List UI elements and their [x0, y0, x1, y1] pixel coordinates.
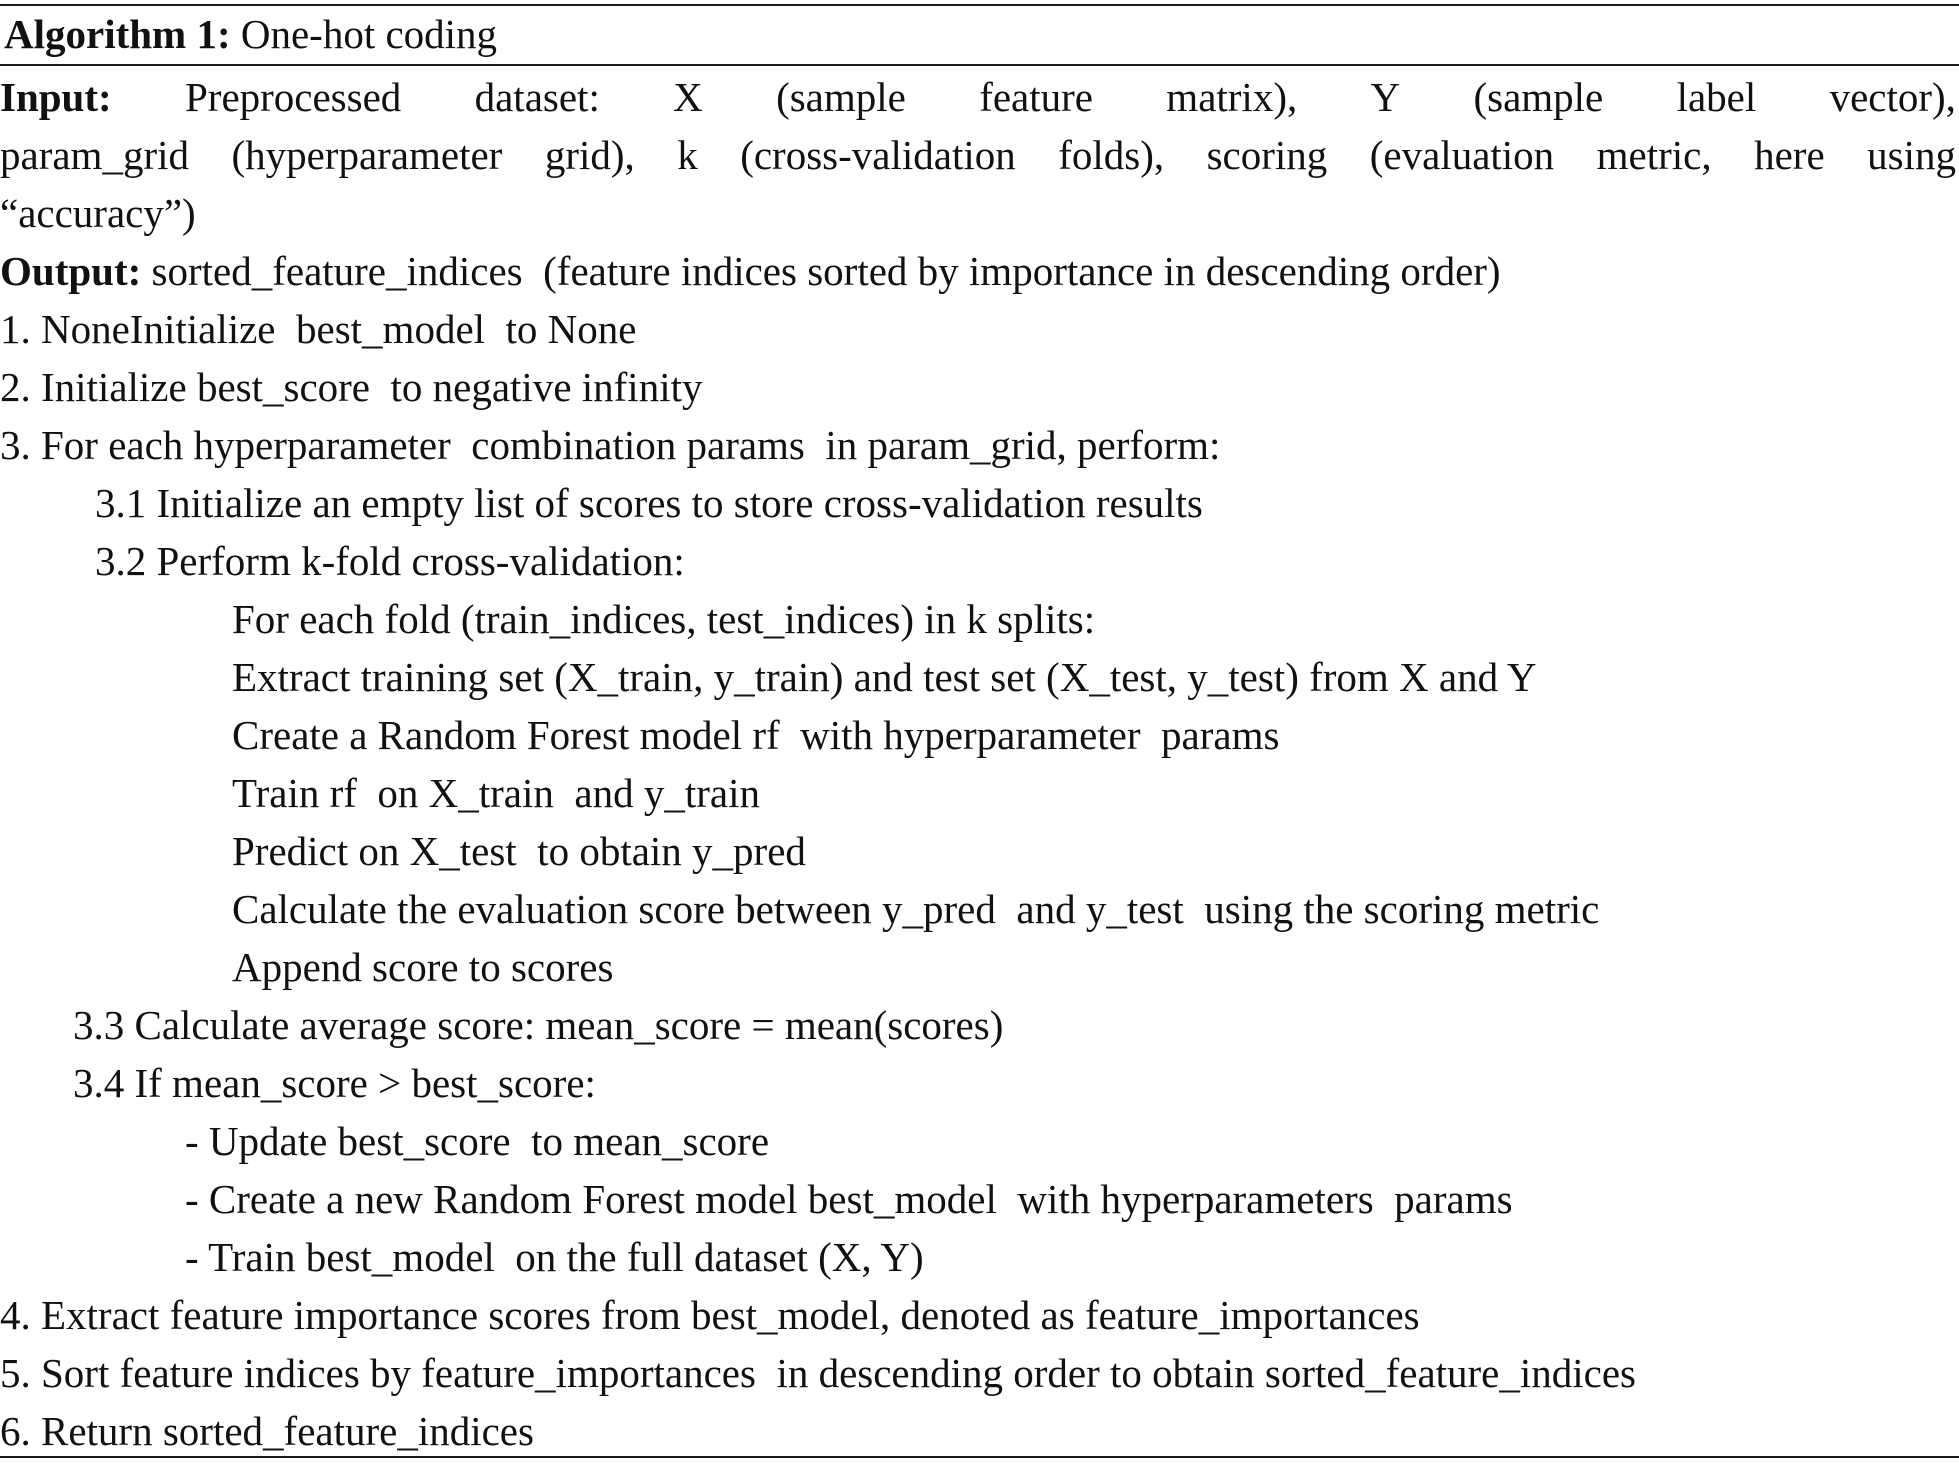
input-word: (cross-validation [740, 132, 1016, 178]
output-text: sorted_feature_indices (feature indices sorted by importance in descending order) [141, 248, 1501, 294]
bottom-rule [0, 1456, 1959, 1458]
input-word: metric, [1596, 132, 1712, 178]
input-word: (sample [776, 74, 906, 120]
algorithm-name: One-hot coding [240, 11, 498, 57]
input-word: (sample [1473, 74, 1604, 120]
input-word: matrix), [1166, 74, 1298, 120]
step-3-2-train: Train rf on X_train and y_train [232, 770, 760, 816]
step-2: 2. Initialize best_score to negative infinity [0, 364, 703, 410]
input-word: here [1754, 132, 1825, 178]
step-4: 4. Extract feature importance scores from best_model, denoted as feature_importances [0, 1292, 1420, 1338]
output-line [0, 242, 1956, 300]
step-3-2-fold-loop: For each fold (train_indices, test_indices) in k splits: [232, 596, 1096, 642]
step-3-3: 3.3 Calculate average score: mean_score = mean(scores) [73, 1002, 1004, 1048]
step-3-2: 3.2 Perform k-fold cross-validation: [95, 538, 685, 584]
step-1: 1. NoneInitialize best_model to None [0, 306, 637, 352]
step-3: 3. For each hyperparameter combination params in param_grid, perform: [0, 422, 1221, 468]
input-word: param_grid [0, 132, 189, 178]
step-3-4-create: - Create a new Random Forest model best_model with hyperparameters params [185, 1176, 1513, 1222]
step-3-2-predict: Predict on X_test to obtain y_pred [232, 828, 806, 874]
input-word: Y [1370, 74, 1401, 120]
input-word: (evaluation [1369, 132, 1555, 178]
input-line-1 [0, 68, 1956, 126]
step-3-2-extract: Extract training set (X_train, y_train) and test set (X_test, y_test) from X and Y [232, 654, 1537, 700]
input-word: k [677, 132, 698, 178]
input-word: using [1867, 132, 1956, 178]
input-line-2 [0, 126, 1956, 184]
step-3-2-append: Append score to scores [232, 944, 614, 990]
input-word: (hyperparameter [231, 132, 503, 178]
algorithm-body [0, 68, 1956, 1460]
algorithm-label: Algorithm 1: [4, 11, 231, 57]
output-label: Output: [0, 248, 142, 294]
input-word: dataset: [474, 74, 600, 120]
step-3-1: 3.1 Initialize an empty list of scores to store cross-validation results [95, 480, 1203, 526]
header-rule [0, 64, 1959, 66]
algorithm-title [4, 6, 497, 62]
input-label: Input: [0, 74, 112, 120]
input-word: feature [979, 74, 1093, 120]
input-word: label [1676, 74, 1757, 120]
input-word: grid), [544, 132, 635, 178]
input-word: folds), [1058, 132, 1165, 178]
step-5: 5. Sort feature indices by feature_importances in descending order to obtain sorted_feature_indices [0, 1350, 1637, 1396]
step-6: 6. Return sorted_feature_indices [0, 1408, 534, 1454]
step-3-4-train: - Train best_model on the full dataset (X, Y) [185, 1234, 924, 1280]
step-3-2-create-model: Create a Random Forest model rf with hyperparameter params [232, 712, 1280, 758]
step-3-2-score: Calculate the evaluation score between y_pred and y_test using the scoring metric [232, 886, 1600, 932]
input-word: vector), [1829, 74, 1956, 120]
step-3-4: 3.4 If mean_score > best_score: [73, 1060, 596, 1106]
input-word: X [673, 74, 703, 120]
input-word: Preprocessed [184, 74, 402, 120]
input-line-3: “accuracy”) [0, 190, 196, 236]
input-word: scoring [1206, 132, 1328, 178]
step-3-4-update: - Update best_score to mean_score [185, 1118, 770, 1164]
